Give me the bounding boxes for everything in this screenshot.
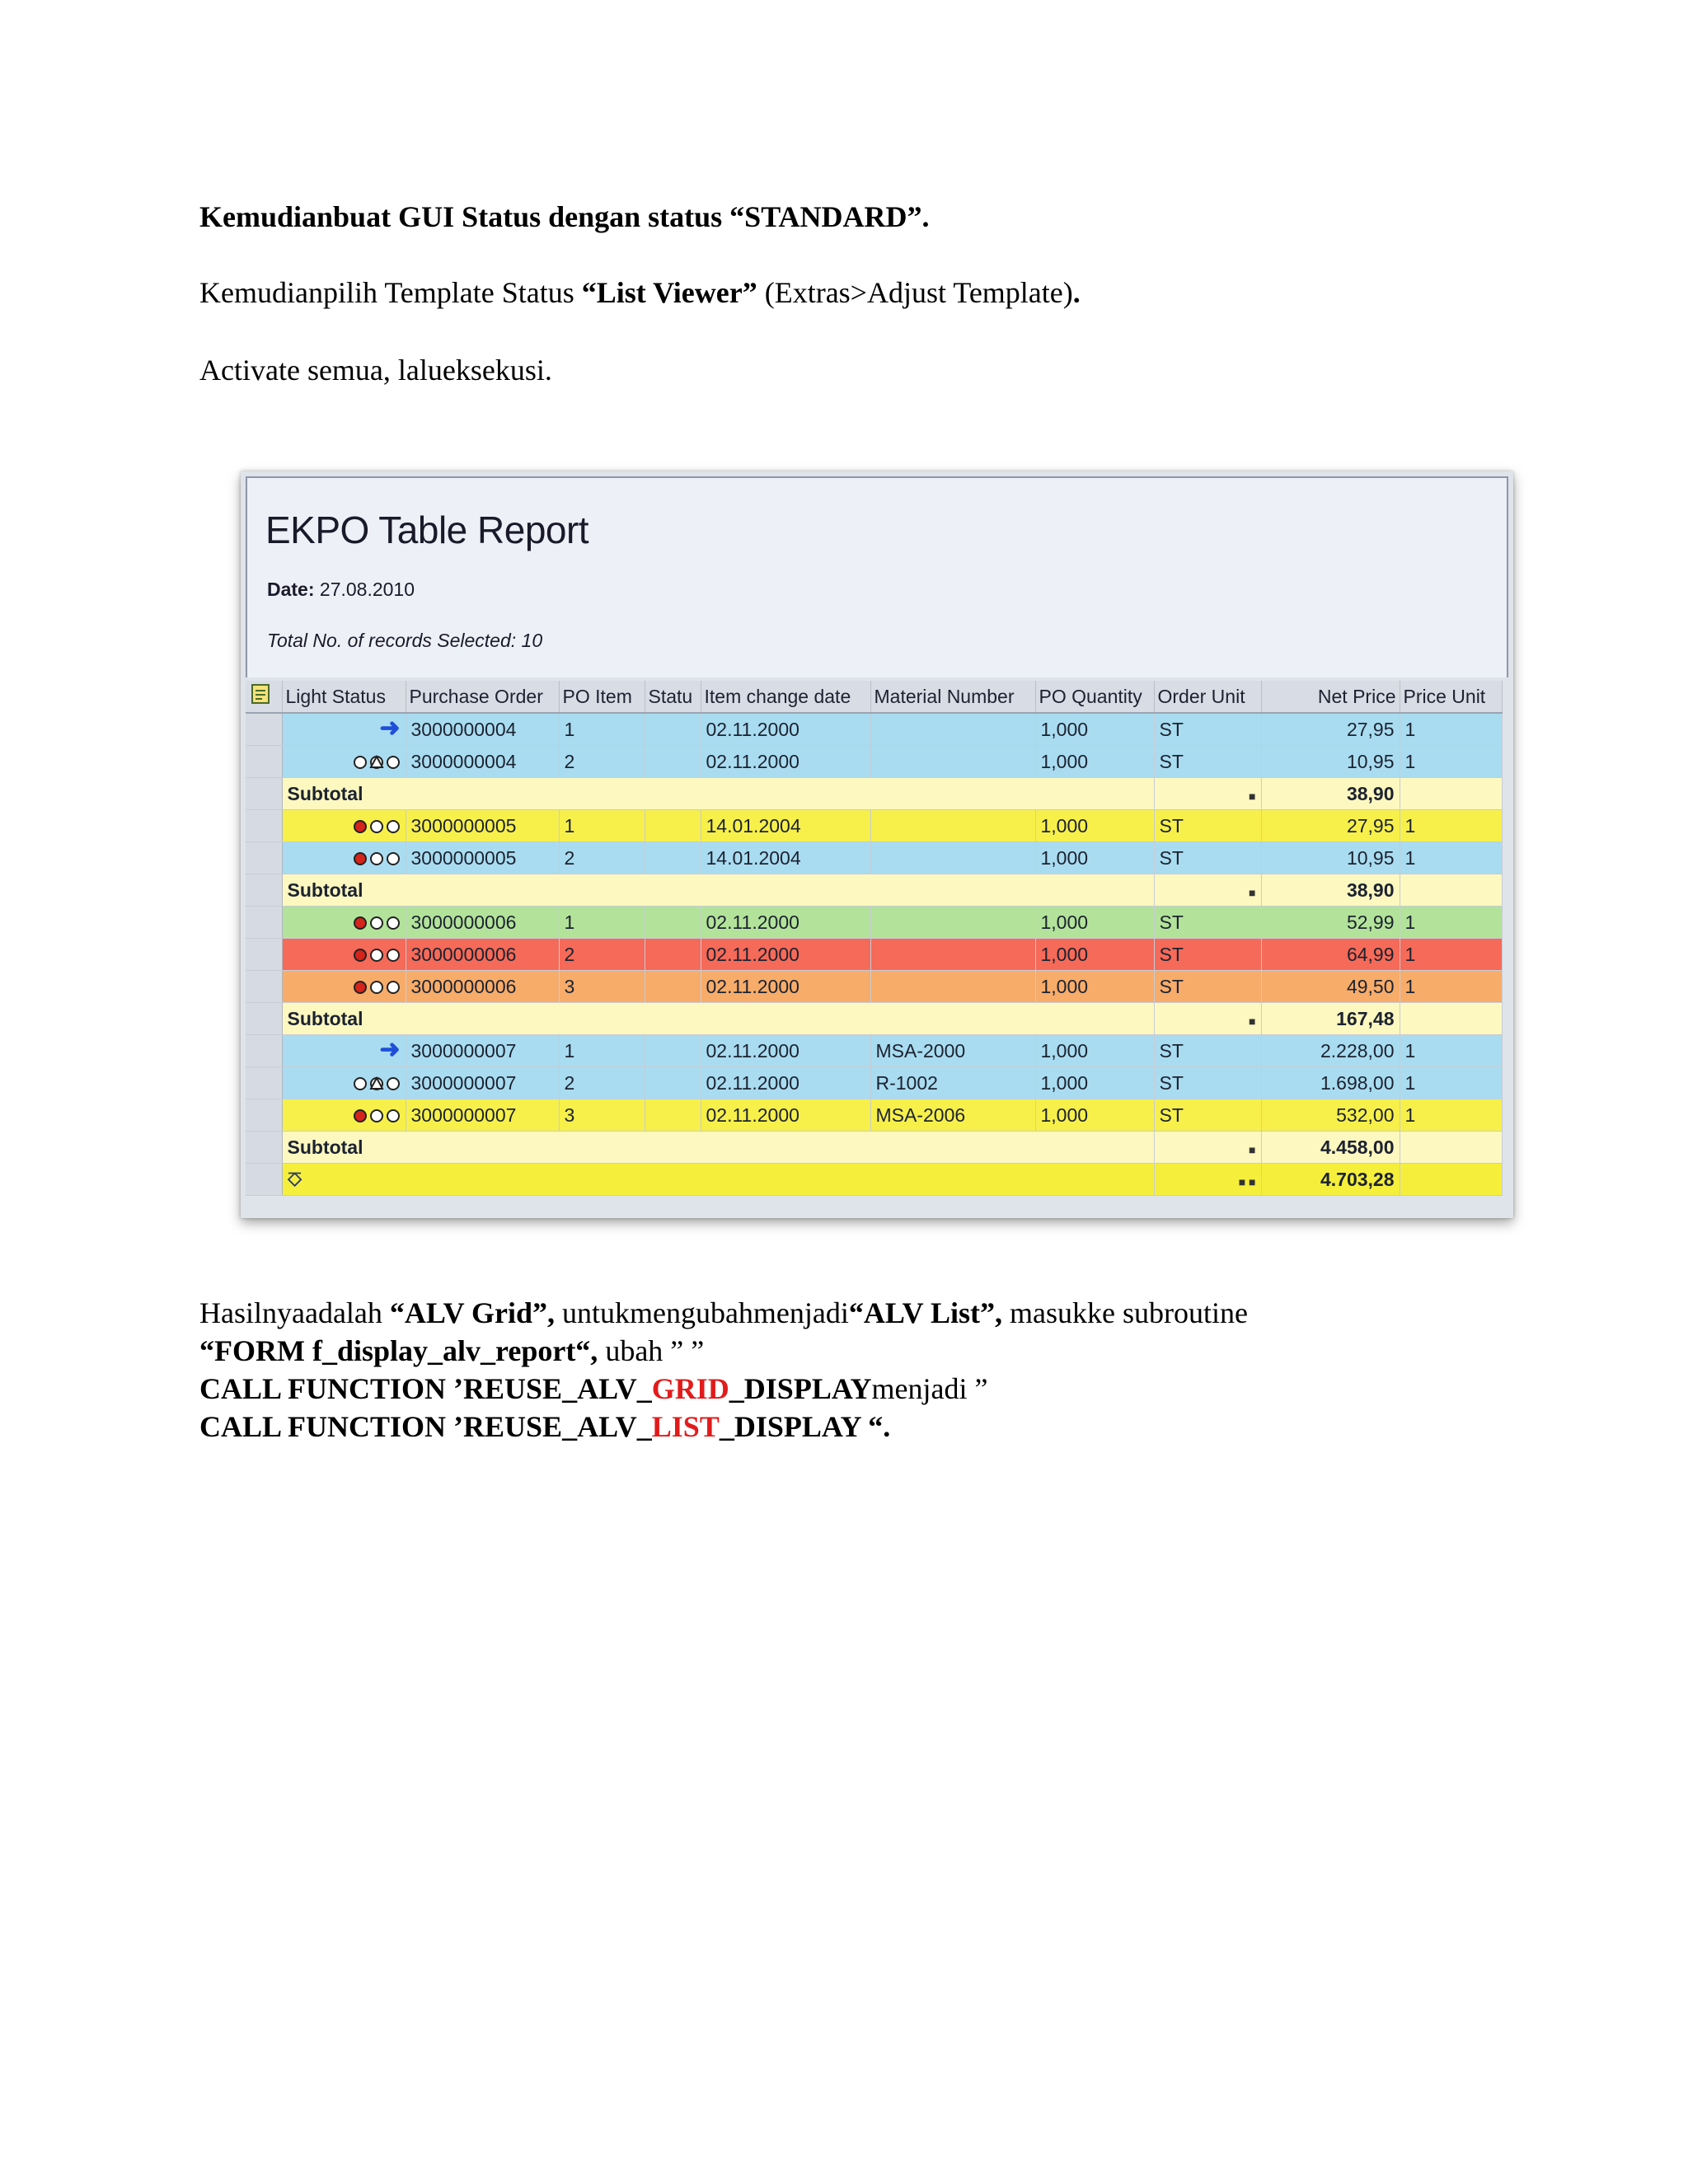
alv-grid	[246, 681, 1503, 1196]
quantity-cell: 1,000	[1035, 842, 1154, 874]
po-item-cell: 1	[559, 810, 645, 842]
table-row[interactable]	[246, 1035, 1502, 1067]
table-row[interactable]	[246, 1099, 1502, 1132]
alv-report-screenshot	[241, 471, 1513, 1218]
purchase-order-cell: 3000000006	[406, 939, 559, 971]
net-price-cell: 532,00	[1261, 1099, 1400, 1132]
price-unit-cell: 1	[1400, 907, 1502, 939]
light-status-cell	[282, 1035, 406, 1067]
sum-icon: ⎏	[287, 1168, 302, 1190]
order-unit-cell: ST	[1154, 746, 1261, 778]
material-cell	[870, 939, 1035, 971]
row-selector[interactable]	[246, 842, 282, 874]
traffic-light-icon	[353, 1076, 401, 1092]
arrow-icon: ➜	[379, 1035, 401, 1063]
outro-3b: GRID	[651, 1372, 729, 1405]
empty-cell	[1400, 1003, 1502, 1035]
date-label: Date:	[267, 579, 315, 600]
order-unit-cell: ST	[1154, 907, 1261, 939]
quantity-cell: 1,000	[1035, 1067, 1154, 1099]
subtotal-row[interactable]	[246, 1132, 1502, 1164]
change-date-cell: 02.11.2000	[701, 1099, 870, 1132]
column-header[interactable]: PO Quantity	[1035, 681, 1154, 713]
row-selector[interactable]	[246, 971, 282, 1003]
quantity-cell: 1,000	[1035, 713, 1154, 746]
empty-cell	[1400, 874, 1502, 907]
grand-total-icon-cell	[282, 1164, 1154, 1196]
purchase-order-cell: 3000000006	[406, 907, 559, 939]
grand-total-row[interactable]	[246, 1164, 1502, 1196]
po-item-cell: 2	[559, 1067, 645, 1099]
row-selector[interactable]	[246, 746, 282, 778]
intro-line-3: Activate semua, lalueksekusi.	[199, 354, 552, 387]
empty-cell	[1400, 1132, 1502, 1164]
order-unit-cell: ST	[1154, 842, 1261, 874]
outro-1e: masukke subroutine	[1001, 1296, 1248, 1329]
status-cell	[645, 907, 701, 939]
quantity-cell: 1,000	[1035, 1035, 1154, 1067]
quantity-cell: 1,000	[1035, 746, 1154, 778]
net-price-cell: 52,99	[1261, 907, 1400, 939]
status-cell	[645, 1067, 701, 1099]
table-row[interactable]	[246, 810, 1502, 842]
outro-1c: untukmengubahmenjadi	[554, 1296, 849, 1329]
quantity-cell: 1,000	[1035, 810, 1154, 842]
empty-cell	[1400, 778, 1502, 810]
purchase-order-cell: 3000000006	[406, 971, 559, 1003]
intro-line-2-suffix: (Extras>Adjust Template)	[757, 276, 1073, 309]
change-date-cell: 02.11.2000	[701, 1067, 870, 1099]
material-cell: MSA-2000	[870, 1035, 1035, 1067]
price-unit-cell: 1	[1400, 842, 1502, 874]
report-date	[267, 579, 415, 601]
order-unit-cell: ST	[1154, 1067, 1261, 1099]
material-cell	[870, 971, 1035, 1003]
outro-3c: _DISPLAY	[729, 1372, 872, 1405]
row-selector[interactable]	[246, 939, 282, 971]
row-selector[interactable]	[246, 1067, 282, 1099]
outro-3a: CALL FUNCTION ’REUSE_ALV_	[199, 1372, 652, 1405]
price-unit-cell: 1	[1400, 971, 1502, 1003]
subtotal-label: Subtotal	[282, 1003, 1154, 1035]
column-header[interactable]: Net Price	[1261, 681, 1400, 713]
subtotal-marker: ■	[1154, 778, 1261, 810]
purchase-order-cell: 3000000004	[406, 713, 559, 746]
status-cell	[645, 1035, 701, 1067]
light-status-cell	[282, 713, 406, 746]
row-selector[interactable]	[246, 874, 282, 907]
net-price-cell: 27,95	[1261, 810, 1400, 842]
report-header	[246, 476, 1508, 677]
report-title: EKPO Table Report	[265, 509, 589, 551]
intro-line-2-bold: “List Viewer”	[581, 276, 757, 309]
light-status-cell	[282, 907, 406, 939]
change-date-cell: 02.11.2000	[701, 746, 870, 778]
purchase-order-cell: 3000000007	[406, 1099, 559, 1132]
purchase-order-cell: 3000000004	[406, 746, 559, 778]
outro-line-3	[199, 1370, 987, 1408]
order-unit-cell: ST	[1154, 713, 1261, 746]
change-date-cell: 02.11.2000	[701, 971, 870, 1003]
order-unit-cell: ST	[1154, 810, 1261, 842]
net-price-cell: 49,50	[1261, 971, 1400, 1003]
outro-1d: “ALV List”,	[848, 1296, 1002, 1329]
purchase-order-cell: 3000000007	[406, 1035, 559, 1067]
intro-line-2	[199, 274, 1081, 312]
light-status-cell	[282, 939, 406, 971]
row-selector[interactable]	[246, 810, 282, 842]
purchase-order-cell: 3000000005	[406, 810, 559, 842]
column-header[interactable]: PO Item	[559, 681, 645, 713]
quantity-cell: 1,000	[1035, 1099, 1154, 1132]
subtotal-row[interactable]	[246, 874, 1502, 907]
material-cell: R-1002	[870, 1067, 1035, 1099]
order-unit-cell: ST	[1154, 971, 1261, 1003]
change-date-cell: 02.11.2000	[701, 1035, 870, 1067]
outro-4b: LIST	[651, 1410, 720, 1443]
table-row[interactable]	[246, 971, 1502, 1003]
date-value: 27.08.2010	[319, 579, 415, 600]
layout-icon[interactable]	[246, 681, 282, 713]
po-item-cell: 1	[559, 713, 645, 746]
column-header[interactable]: Material Number	[870, 681, 1035, 713]
net-price-cell: 64,99	[1261, 939, 1400, 971]
po-item-cell: 1	[559, 1035, 645, 1067]
row-selector[interactable]	[246, 1099, 282, 1132]
status-cell	[645, 746, 701, 778]
traffic-light-icon	[353, 851, 401, 867]
arrow-icon: ➜	[379, 714, 401, 742]
po-item-cell: 2	[559, 746, 645, 778]
change-date-cell: 14.01.2004	[701, 810, 870, 842]
row-selector[interactable]	[246, 1132, 282, 1164]
subtotal-value: 4.458,00	[1261, 1132, 1400, 1164]
row-selector[interactable]	[246, 1164, 282, 1196]
subtotal-row[interactable]	[246, 1003, 1502, 1035]
po-item-cell: 2	[559, 939, 645, 971]
traffic-light-icon	[353, 818, 401, 835]
column-header[interactable]: Order Unit	[1154, 681, 1261, 713]
change-date-cell: 02.11.2000	[701, 907, 870, 939]
table-row[interactable]	[246, 842, 1502, 874]
light-status-cell	[282, 810, 406, 842]
outro-3d: menjadi ”	[871, 1372, 988, 1405]
column-header[interactable]: Light Status	[282, 681, 406, 713]
subtotal-marker: ■	[1154, 1132, 1261, 1164]
price-unit-cell: 1	[1400, 713, 1502, 746]
subtotal-row[interactable]	[246, 778, 1502, 810]
material-cell: MSA-2006	[870, 1099, 1035, 1132]
subtotal-label: Subtotal	[282, 874, 1154, 907]
intro-line-2-prefix: Kemudianpilih Template Status	[199, 276, 582, 309]
net-price-cell: 10,95	[1261, 746, 1400, 778]
net-price-cell: 27,95	[1261, 713, 1400, 746]
light-status-cell	[282, 842, 406, 874]
total-marker: ■ ■	[1154, 1164, 1261, 1196]
traffic-light-icon	[353, 979, 401, 996]
table-row[interactable]	[246, 1067, 1502, 1099]
po-item-cell: 2	[559, 842, 645, 874]
column-header[interactable]: Price Unit	[1400, 681, 1502, 713]
change-date-cell: 02.11.2000	[701, 939, 870, 971]
outro-line-1	[199, 1294, 1248, 1332]
subtotal-marker: ■	[1154, 874, 1261, 907]
light-status-cell	[282, 1099, 406, 1132]
material-cell	[870, 713, 1035, 746]
records-total: Total No. of records Selected: 10	[267, 630, 543, 651]
subtotal-label: Subtotal	[282, 778, 1154, 810]
change-date-cell: 02.11.2000	[701, 713, 870, 746]
outro-line-4	[199, 1408, 890, 1446]
grid-header-row	[246, 681, 1502, 713]
table-row[interactable]	[246, 746, 1502, 778]
status-cell	[645, 939, 701, 971]
status-cell	[645, 971, 701, 1003]
order-unit-cell: ST	[1154, 1099, 1261, 1132]
column-header[interactable]: Item change date	[701, 681, 870, 713]
quantity-cell: 1,000	[1035, 971, 1154, 1003]
light-status-cell	[282, 971, 406, 1003]
price-unit-cell: 1	[1400, 939, 1502, 971]
outro-4c: _DISPLAY “.	[719, 1410, 891, 1443]
traffic-light-icon	[353, 947, 401, 963]
row-selector[interactable]	[246, 713, 282, 746]
purchase-order-cell: 3000000005	[406, 842, 559, 874]
po-item-cell: 3	[559, 971, 645, 1003]
outro-line-2	[199, 1332, 704, 1370]
price-unit-cell: 1	[1400, 1067, 1502, 1099]
empty-cell	[1400, 1164, 1502, 1196]
outro-2b: ubah ” ”	[598, 1334, 705, 1367]
price-unit-cell: 1	[1400, 810, 1502, 842]
intro-line-2-end: .	[1072, 276, 1081, 309]
status-cell	[645, 1099, 701, 1132]
traffic-light-icon	[353, 1108, 401, 1124]
material-cell	[870, 746, 1035, 778]
table-row[interactable]	[246, 939, 1502, 971]
price-unit-cell: 1	[1400, 1099, 1502, 1132]
outro-2a: “FORM f_display_alv_report“,	[199, 1334, 598, 1367]
order-unit-cell: ST	[1154, 939, 1261, 971]
price-unit-cell: 1	[1400, 746, 1502, 778]
subtotal-value: 167,48	[1261, 1003, 1400, 1035]
light-status-cell	[282, 746, 406, 778]
material-cell	[870, 810, 1035, 842]
intro-line-1: Kemudianbuat GUI Status dengan status “STANDARD”.	[199, 200, 930, 233]
grand-total-value: 4.703,28	[1261, 1164, 1400, 1196]
subtotal-label: Subtotal	[282, 1132, 1154, 1164]
net-price-cell: 1.698,00	[1261, 1067, 1400, 1099]
column-header[interactable]: Statu	[645, 681, 701, 713]
status-cell	[645, 810, 701, 842]
table-row[interactable]	[246, 907, 1502, 939]
traffic-light-icon	[353, 754, 401, 771]
outro-4a: CALL FUNCTION ’REUSE_ALV_	[199, 1410, 652, 1443]
row-selector[interactable]	[246, 907, 282, 939]
quantity-cell: 1,000	[1035, 907, 1154, 939]
subtotal-value: 38,90	[1261, 874, 1400, 907]
quantity-cell: 1,000	[1035, 939, 1154, 971]
net-price-cell: 2.228,00	[1261, 1035, 1400, 1067]
subtotal-value: 38,90	[1261, 778, 1400, 810]
net-price-cell: 10,95	[1261, 842, 1400, 874]
material-cell	[870, 842, 1035, 874]
row-selector[interactable]	[246, 1003, 282, 1035]
status-cell	[645, 842, 701, 874]
change-date-cell: 14.01.2004	[701, 842, 870, 874]
po-item-cell: 1	[559, 907, 645, 939]
column-header[interactable]: Purchase Order	[406, 681, 559, 713]
material-cell	[870, 907, 1035, 939]
row-selector[interactable]	[246, 1035, 282, 1067]
outro-1b: “ALV Grid”,	[389, 1296, 555, 1329]
subtotal-marker: ■	[1154, 1003, 1261, 1035]
status-cell	[645, 713, 701, 746]
price-unit-cell: 1	[1400, 1035, 1502, 1067]
purchase-order-cell: 3000000007	[406, 1067, 559, 1099]
table-row[interactable]	[246, 713, 1502, 746]
row-selector[interactable]	[246, 778, 282, 810]
order-unit-cell: ST	[1154, 1035, 1261, 1067]
traffic-light-icon	[353, 915, 401, 931]
outro-1a: Hasilnyaadalah	[199, 1296, 390, 1329]
light-status-cell	[282, 1067, 406, 1099]
po-item-cell: 3	[559, 1099, 645, 1132]
